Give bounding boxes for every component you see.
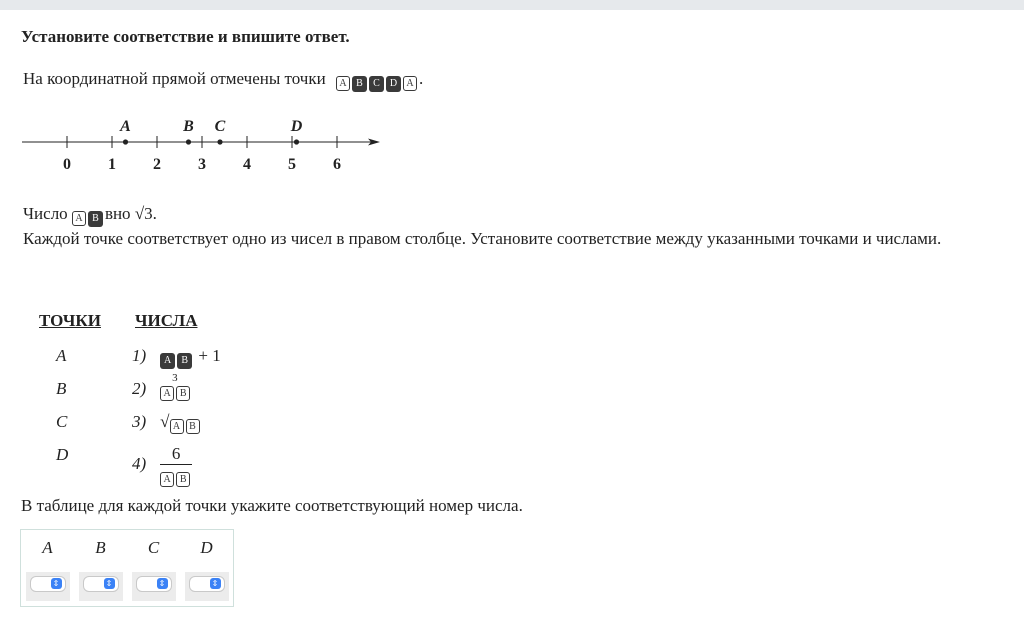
number-option-4	[132, 444, 192, 487]
tick-label: 1	[108, 156, 116, 173]
fraction	[160, 444, 192, 487]
answer-select-b[interactable]	[83, 576, 119, 592]
tick-label: 3	[198, 156, 206, 173]
point-c-marker	[217, 139, 222, 144]
answer-col-a: A	[42, 538, 53, 557]
intro-end: .	[418, 69, 424, 88]
missing-glyphs-icon: A B C D A	[336, 71, 419, 92]
missing-glyphs-icon: A B	[160, 467, 192, 487]
tick-label: 0	[63, 156, 71, 173]
point-label-a: A	[56, 346, 67, 365]
answer-col-d: D	[200, 538, 213, 557]
missing-glyphs-icon: A B 3	[160, 381, 192, 401]
numbers-header: ЧИСЛА	[135, 311, 198, 330]
option-number: 4)	[132, 454, 147, 474]
option-root-sign: √	[160, 412, 170, 431]
tick-label: 5	[288, 156, 296, 173]
answer-table	[20, 529, 234, 607]
number-option-1	[132, 346, 221, 369]
task-description: Каждой точке соответствует одно из чисел в правом столбце. Установите соответствие между указанными точками и числами.	[23, 229, 942, 248]
statement-mid: вно	[104, 204, 131, 223]
number-line	[18, 112, 388, 174]
number-option-3	[132, 412, 202, 434]
option-exponent: 3	[172, 372, 178, 384]
point-b-marker	[186, 139, 191, 144]
sqrt-three: √3	[134, 204, 153, 223]
select-arrows-icon: ⇕	[210, 578, 221, 589]
answer-instruction: В таблице для каждой точки укажите соответствующий номер числа.	[21, 496, 523, 515]
select-arrows-icon: ⇕	[104, 578, 115, 589]
answer-select-d[interactable]	[189, 576, 225, 592]
select-arrows-icon: ⇕	[51, 578, 62, 589]
points-header: ТОЧКИ	[39, 311, 101, 330]
option-number: 3)	[132, 412, 147, 431]
point-d-marker	[294, 139, 299, 144]
statement-end: .	[152, 204, 157, 223]
answer-col-b: B	[95, 538, 106, 557]
option-number: 2)	[132, 379, 147, 398]
option-number: 1)	[132, 346, 147, 365]
statement-pre: Число	[23, 204, 68, 223]
missing-glyphs-icon: A B	[72, 203, 105, 228]
point-c-label: C	[214, 118, 226, 135]
point-a-marker	[123, 139, 128, 144]
tick-label: 4	[243, 156, 251, 173]
intro-text: На координатной прямой отмечены точки	[23, 69, 326, 88]
point-a-label: A	[120, 118, 131, 135]
sqrt-statement	[23, 201, 157, 228]
point-label-c: C	[56, 412, 68, 431]
select-arrows-icon: ⇕	[157, 578, 168, 589]
intro-line	[23, 69, 423, 92]
tick-label: 6	[333, 156, 341, 173]
top-bar	[0, 0, 1024, 10]
number-option-2	[132, 372, 192, 401]
fraction-numerator: 6	[160, 444, 192, 465]
answer-col-c: C	[147, 538, 160, 557]
missing-glyphs-icon: A B	[170, 414, 202, 434]
option-suffix: + 1	[198, 346, 221, 365]
point-label-d: D	[56, 445, 69, 464]
point-b-label: B	[183, 118, 194, 135]
answer-select-c[interactable]	[136, 576, 172, 592]
missing-glyphs-icon: A B	[160, 348, 194, 369]
answer-select-a[interactable]	[30, 576, 66, 592]
point-d-label: D	[290, 118, 303, 135]
tick-label: 2	[153, 156, 161, 173]
task-title: Установите соответствие и впишите ответ.	[21, 27, 350, 46]
point-label-b: B	[56, 379, 67, 398]
